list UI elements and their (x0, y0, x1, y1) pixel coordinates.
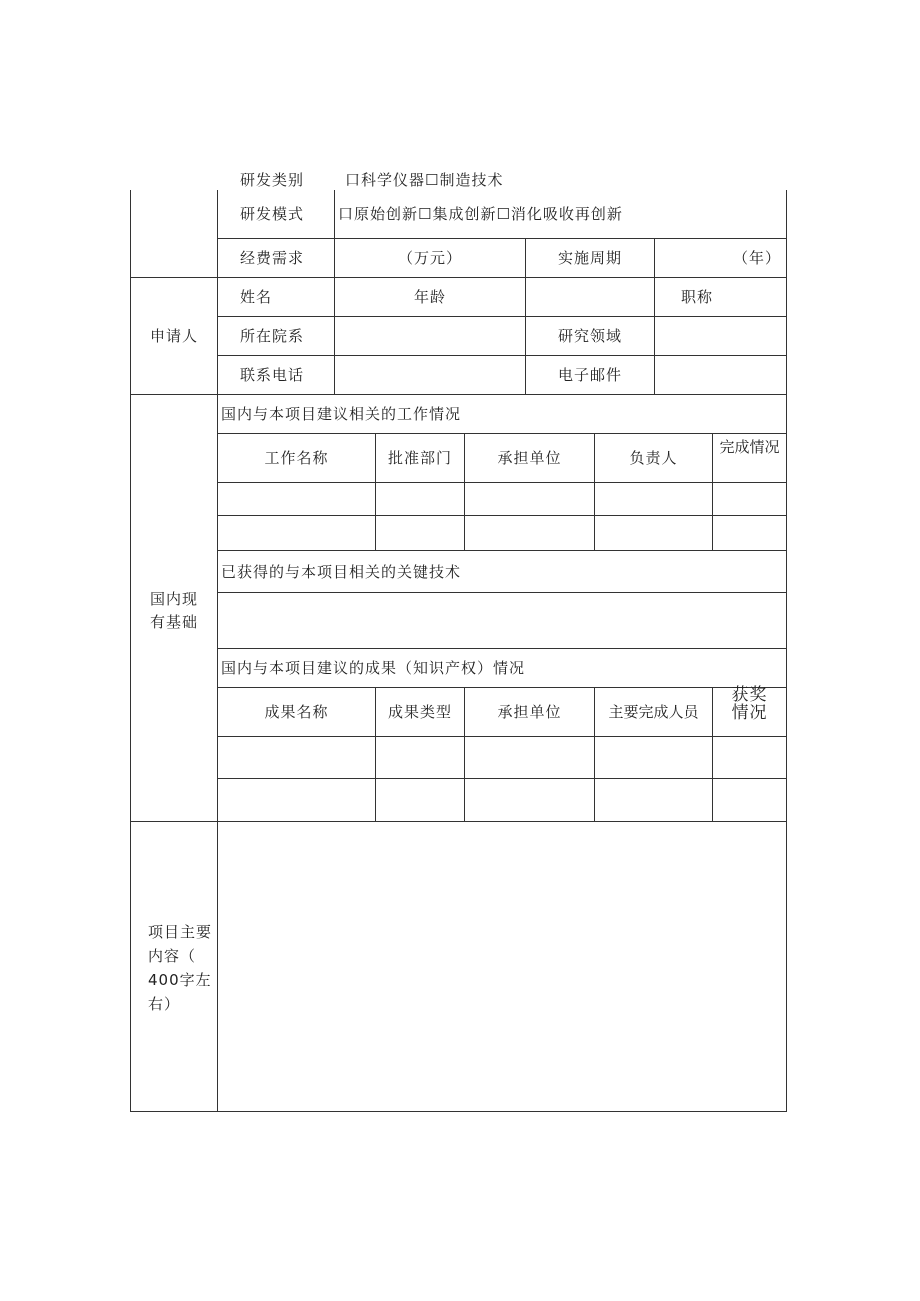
results-col-name: 成果名称 (264, 703, 329, 721)
work-table-row[interactable] (218, 483, 786, 515)
row-line (217, 687, 787, 688)
work-col-dept: 批准部门 (387, 449, 452, 467)
content-label-line3: 400字左 (148, 971, 212, 989)
email-input-cell[interactable] (655, 356, 786, 394)
results-table-row[interactable] (218, 737, 786, 778)
title-input-cell[interactable] (740, 278, 786, 316)
work-col-name: 工作名称 (264, 449, 329, 467)
content-label-line2: 内容（ (148, 947, 197, 965)
research-mode-label: 研发模式 (240, 205, 305, 223)
project-content-input-area[interactable] (218, 822, 786, 1111)
work-col-leader: 负责人 (629, 449, 678, 467)
row-line (217, 238, 787, 239)
row-line (217, 648, 787, 649)
basis-section-label-line1: 国内现 (149, 590, 198, 608)
row-line (130, 277, 787, 278)
tech-heading: 已获得的与本项目相关的关键技术 (221, 563, 462, 581)
row-line (217, 550, 787, 551)
research-field-label: 研究领域 (557, 327, 622, 345)
funding-unit[interactable]: （万元） (397, 249, 462, 267)
work-col-status: 完成情况 (719, 438, 780, 456)
email-label: 电子邮件 (557, 366, 622, 384)
row-line (217, 433, 787, 434)
age-label: 年龄 (414, 288, 447, 306)
results-heading: 国内与本项目建议的成果（知识产权）情况 (221, 659, 526, 677)
research-mode-options[interactable]: 口原始创新☐集成创新☐消化吸收再创新 (338, 205, 623, 223)
content-label-line1: 项目主要 (148, 923, 213, 941)
name-input-cell[interactable] (335, 278, 413, 316)
results-col-type: 成果类型 (387, 703, 452, 721)
department-label: 所在院系 (240, 327, 305, 345)
applicant-section-label: 申请人 (149, 327, 198, 345)
row-line (130, 394, 787, 395)
age-input-cell[interactable] (526, 278, 654, 316)
work-col-unit: 承担单位 (497, 449, 562, 467)
funding-label: 经费需求 (240, 249, 305, 267)
phone-label: 联系电话 (240, 366, 305, 384)
research-field-input-cell[interactable] (655, 317, 786, 355)
results-col-members: 主要完成人员 (608, 703, 699, 721)
work-heading: 国内与本项目建议相关的工作情况 (221, 405, 462, 423)
research-type-options[interactable]: 口科学仪器☐制造技术 (345, 171, 504, 189)
results-col-award-line2: 情况 (731, 703, 768, 723)
period-unit[interactable]: （年） (733, 249, 782, 267)
content-label-line4: 右） (148, 995, 181, 1013)
row-line (130, 1111, 787, 1112)
title-label: 职称 (681, 288, 714, 306)
department-input-cell[interactable] (335, 317, 525, 355)
work-table-row[interactable] (218, 516, 786, 550)
name-label: 姓名 (240, 288, 273, 306)
research-type-label: 研发类别 (240, 171, 305, 189)
period-label: 实施周期 (557, 249, 622, 267)
frame-right-line (786, 190, 787, 1112)
basis-section-label-line2: 有基础 (149, 613, 198, 631)
results-col-award-line1: 获奖 (731, 685, 768, 705)
tech-input-area[interactable] (218, 593, 786, 648)
results-col-unit: 承担单位 (497, 703, 562, 721)
phone-input-cell[interactable] (335, 356, 525, 394)
results-table-row[interactable] (218, 779, 786, 821)
